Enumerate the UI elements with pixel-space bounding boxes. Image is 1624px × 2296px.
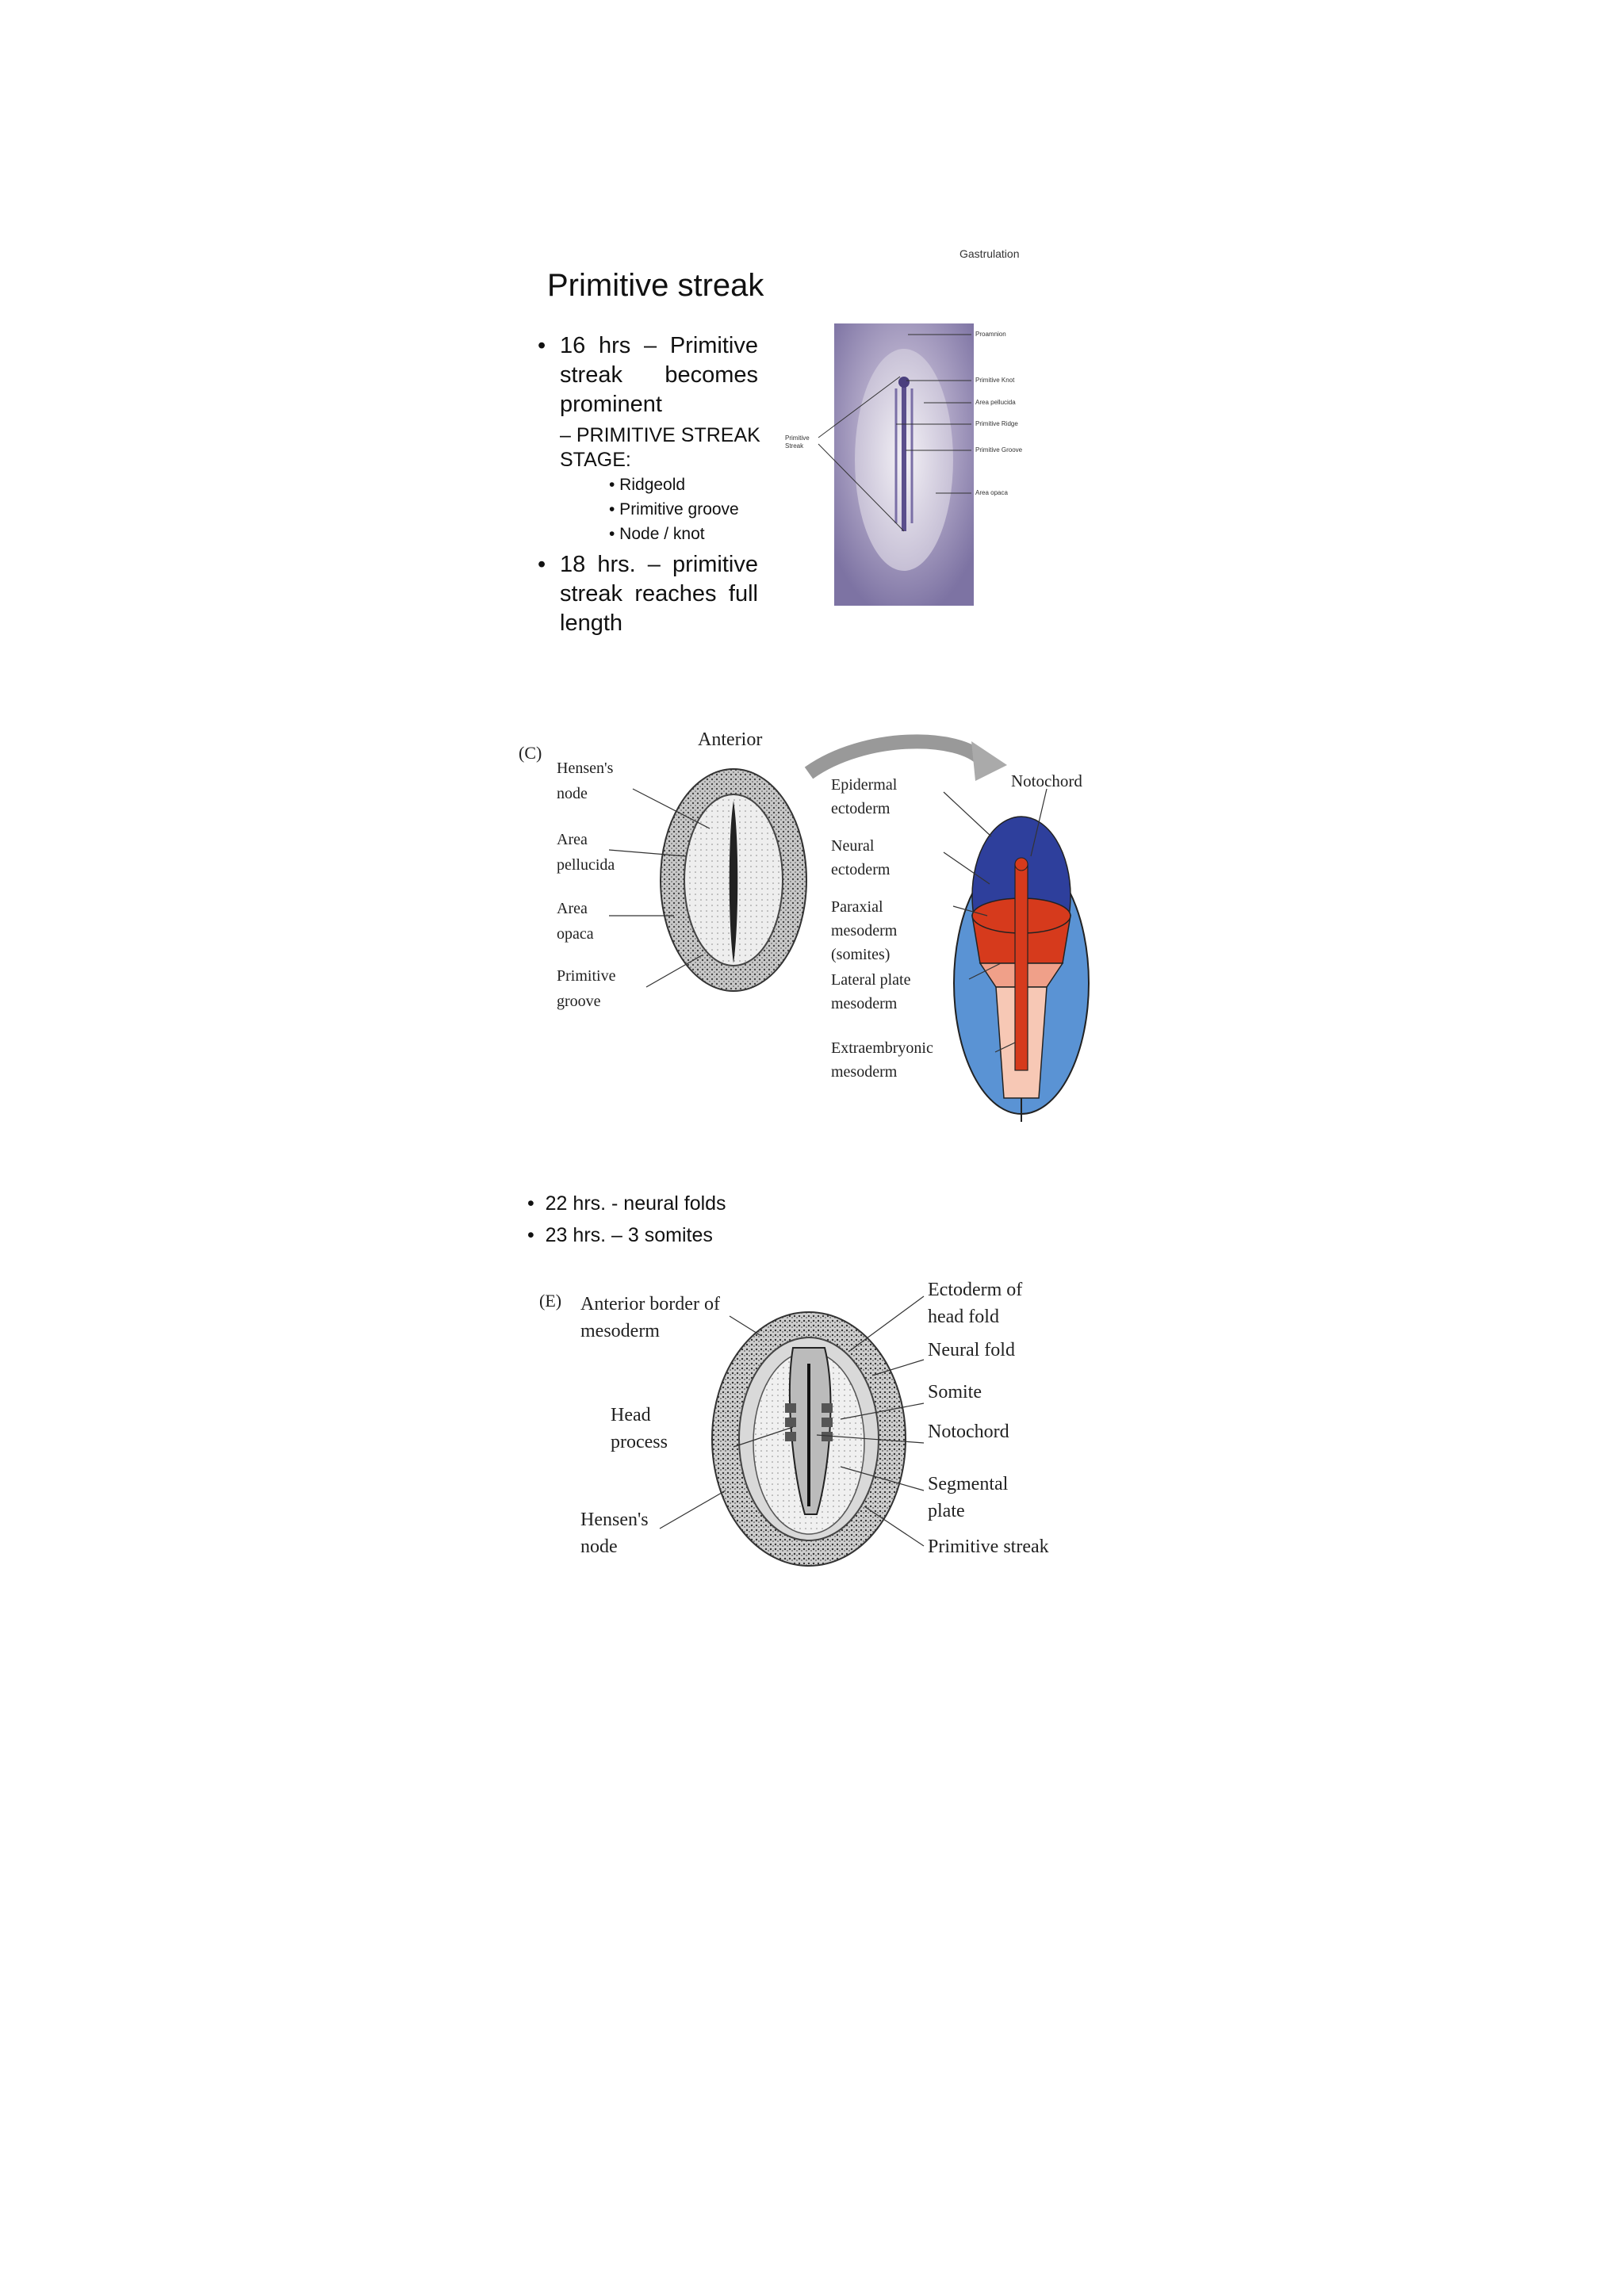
label-lateral-plate-mesoderm: Lateral plate mesoderm: [831, 971, 911, 1012]
panel-label-c: (C): [519, 743, 542, 763]
bullet-text: 22 hrs. - neural folds: [545, 1192, 726, 1215]
photo-label-side: Primitive Streak: [785, 434, 810, 450]
label-notochord: Notochord: [1011, 771, 1082, 790]
bullet-item: • 23 hrs. – 3 somites: [527, 1224, 713, 1246]
label-area-pellucida: Area pellucida: [557, 831, 615, 874]
bullet-text: 18 hrs. – primitive streak reaches full length: [560, 552, 758, 636]
label-hensens-node: Hensen's node: [580, 1510, 649, 1557]
label-neural-fold: Neural fold: [928, 1340, 1015, 1360]
label-primitive-streak: Primitive streak: [928, 1536, 1049, 1557]
label-area-opaca: Area opaca: [557, 900, 594, 943]
sub-sub-list: [609, 473, 739, 546]
photo-label: Proamnion: [975, 331, 1006, 338]
slide-title: Primitive streak: [547, 268, 764, 303]
embryo-photo: [785, 317, 1071, 610]
label-extraembryonic-mesoderm: Extraembryonic mesoderm: [831, 1039, 933, 1081]
photo-label: Primitive Groove: [975, 446, 1023, 453]
sub-sub-item: • Ridgeold: [609, 476, 686, 494]
primitive-streak-photo-figure: [785, 317, 1071, 610]
bullet-list-mid: [527, 1188, 726, 1251]
panel-label-e: (E): [539, 1291, 562, 1311]
sub-bullet-text: – PRIMITIVE STREAK STAGE:: [560, 424, 760, 471]
label-anterior-border: Anterior border of mesoderm: [580, 1294, 720, 1341]
sub-sub-item: • Primitive groove: [609, 500, 739, 519]
figure-c: [515, 725, 1118, 1130]
bullet-item: • 16 hrs – Primitive streak becomes prominent: [538, 331, 776, 419]
sub-sub-item: • Node / knot: [609, 525, 705, 543]
label-notochord: Notochord: [928, 1422, 1009, 1442]
bullet-text: 16 hrs – Primitive streak becomes prominent: [560, 333, 758, 417]
bullet-item: • 22 hrs. - neural folds: [527, 1192, 726, 1215]
label-anterior: Anterior: [698, 729, 763, 750]
label-primitive-groove: Primitive groove: [557, 967, 616, 1010]
label-ectoderm-head-fold: Ectoderm of head fold: [928, 1280, 1023, 1327]
label-head-process: Head process: [611, 1405, 668, 1452]
label-paraxial-mesoderm: Paraxial mesoderm (somites): [831, 898, 898, 963]
label-epidermal-ectoderm: Epidermal ectoderm: [831, 776, 898, 817]
label-somite: Somite: [928, 1382, 982, 1402]
label-neural-ectoderm: Neural ectoderm: [831, 837, 891, 878]
label-segmental-plate: Segmental plate: [928, 1474, 1009, 1521]
photo-label: Primitive Ridge: [975, 420, 1018, 427]
label-hensens-node: Hensen's node: [557, 760, 614, 802]
sub-bullet: [560, 423, 790, 473]
bullet-text: 23 hrs. – 3 somites: [545, 1224, 713, 1246]
photo-label: Primitive Knot: [975, 377, 1015, 384]
section-tag: Gastrulation: [959, 247, 1020, 260]
bullet-item: • 18 hrs. – primitive streak reaches full length: [538, 550, 776, 638]
figure-e: [531, 1276, 1102, 1594]
photo-label: Area opaca: [975, 489, 1008, 496]
photo-label: Area pellucida: [975, 399, 1016, 406]
